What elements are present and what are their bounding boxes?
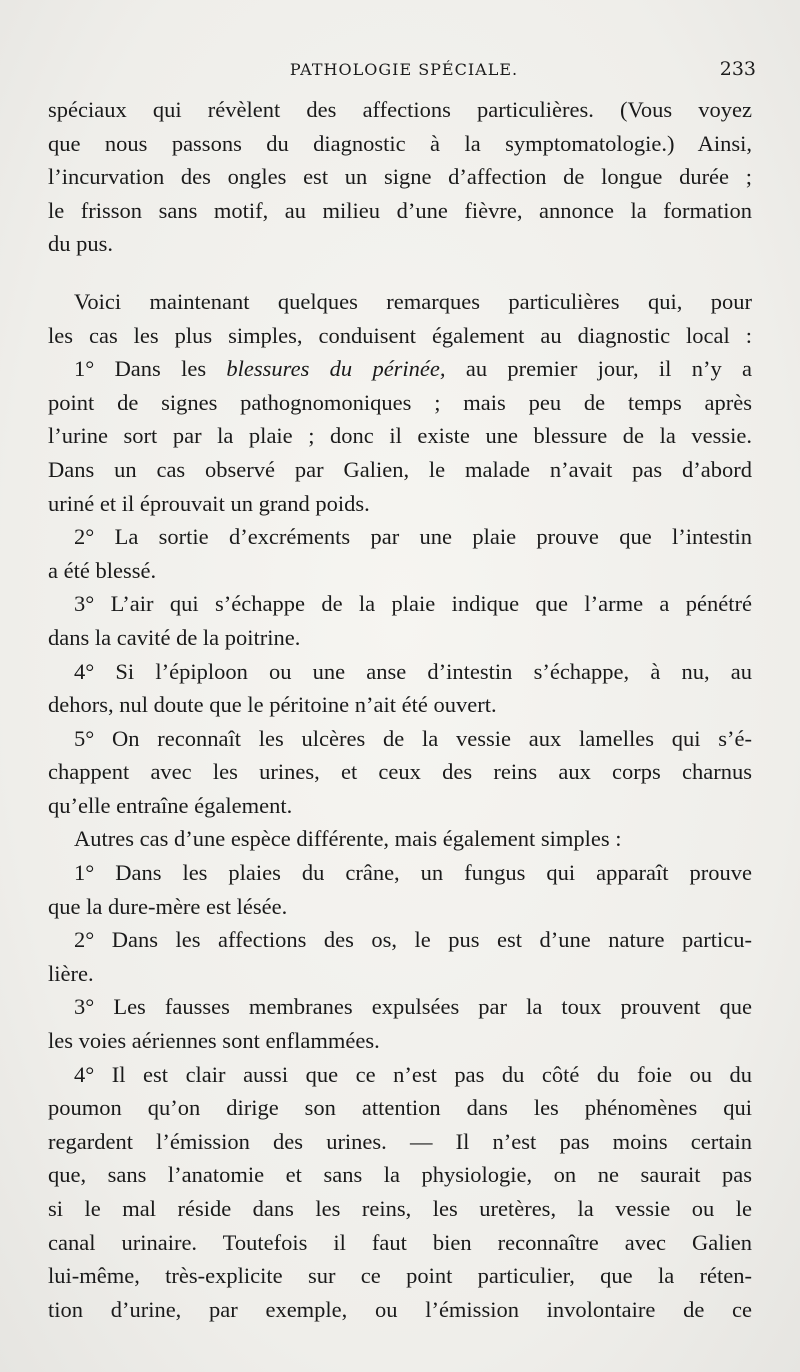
text-line: 3° L’air qui s’échappe de la plaie indique que l’arme a pénétré xyxy=(74,591,752,617)
italic-term: blessures du périnée, xyxy=(226,356,446,382)
paragraph-gap xyxy=(48,261,752,285)
text-line: les cas les plus simples, conduisent également au diagnostic local : xyxy=(48,322,752,348)
text-run: au premier jour, il n’y a xyxy=(465,356,753,382)
page-number: 233 xyxy=(719,58,756,80)
text-line: les voies aériennes sont enflammées. xyxy=(48,1028,380,1054)
running-head: PATHOLOGIE SPÉCIALE. xyxy=(289,60,519,79)
text-line: regardent l’émission des urines. — Il n’est pas moins certain xyxy=(48,1128,752,1154)
text-line: que la dure-mère est lésée. xyxy=(48,893,288,919)
text-line: si le mal réside dans les reins, les uretères, la vessie ou le xyxy=(48,1196,752,1221)
text-line: du pus. xyxy=(48,231,114,257)
text-line: l’urine sort par la plaie ; donc il existe une blessure de la vessie. xyxy=(48,423,752,449)
text-line: tion d’urine, par exemple, ou l’émission involontaire de ce xyxy=(48,1296,752,1322)
text-line: dans la cavité de la poitrine. xyxy=(48,624,301,650)
text-line: dehors, nul doute que le péritoine n’ait été ouvert. xyxy=(48,692,497,718)
text-line: uriné et il éprouvait un grand poids. xyxy=(48,490,370,516)
text-line: chappent avec les urines, et ceux des reins aux corps charnus xyxy=(48,759,752,785)
text-line: que, sans l’anatomie et sans la physiologie, on ne saurait pas xyxy=(48,1162,752,1188)
text-line: 3° Les fausses membranes expulsées par la toux prouvent que xyxy=(74,994,752,1020)
text-line: poumon qu’on dirige son attention dans les phénomènes qui xyxy=(48,1095,752,1121)
item-number: 1° xyxy=(74,356,95,382)
page-header xyxy=(48,58,760,88)
text-line: a été blessé. xyxy=(48,557,157,583)
text-line: lière. xyxy=(48,960,94,986)
text-line: que nous passons du diagnostic à la symptomatologie.) Ainsi, xyxy=(48,130,752,156)
list-item-first-line xyxy=(48,352,752,386)
text-line: 5° On reconnaît les ulcères de la vessie aux lamelles qui s’é- xyxy=(74,725,752,751)
text-line: canal urinaire. Toutefois il faut bien reconnaître avec Galien xyxy=(48,1229,752,1255)
text-line: 2° La sortie d’excréments par une plaie prouve que l’intestin xyxy=(74,524,752,550)
text-line: point de signes pathognomoniques ; mais peu de temps après xyxy=(48,389,752,415)
text-line: 2° Dans les affections des os, le pus est d’une nature particu- xyxy=(74,927,752,953)
text-run: Dans les xyxy=(114,356,207,382)
text-line: Dans un cas observé par Galien, le malade n’avait pas d’abord xyxy=(48,456,752,482)
text-line: Autres cas d’une espèce différente, mais également simples : xyxy=(74,826,622,852)
text-line: lui-même, très-explicite sur ce point particulier, que la réten- xyxy=(48,1263,752,1289)
text-line: Voici maintenant quelques remarques particulières qui, pour xyxy=(74,288,752,314)
text-line: l’incurvation des ongles est un signe d’affection de longue durée ; xyxy=(48,164,752,190)
text-line: 1° Dans les plaies du crâne, un fungus qui apparaît prouve xyxy=(74,860,752,886)
text-line: qu’elle entraîne également. xyxy=(48,792,293,818)
page-body xyxy=(48,93,752,1326)
text-line: 4° Il est clair aussi que ce n’est pas du côté du foie ou du xyxy=(74,1061,752,1087)
text-line: 4° Si l’épiploon ou une anse d’intestin s’échappe, à nu, au xyxy=(74,658,752,684)
text-line: spéciaux qui révèlent des affections particulières. (Vous voyez xyxy=(48,97,752,122)
text-line: le frisson sans motif, au milieu d’une fièvre, annonce la formation xyxy=(48,197,752,223)
